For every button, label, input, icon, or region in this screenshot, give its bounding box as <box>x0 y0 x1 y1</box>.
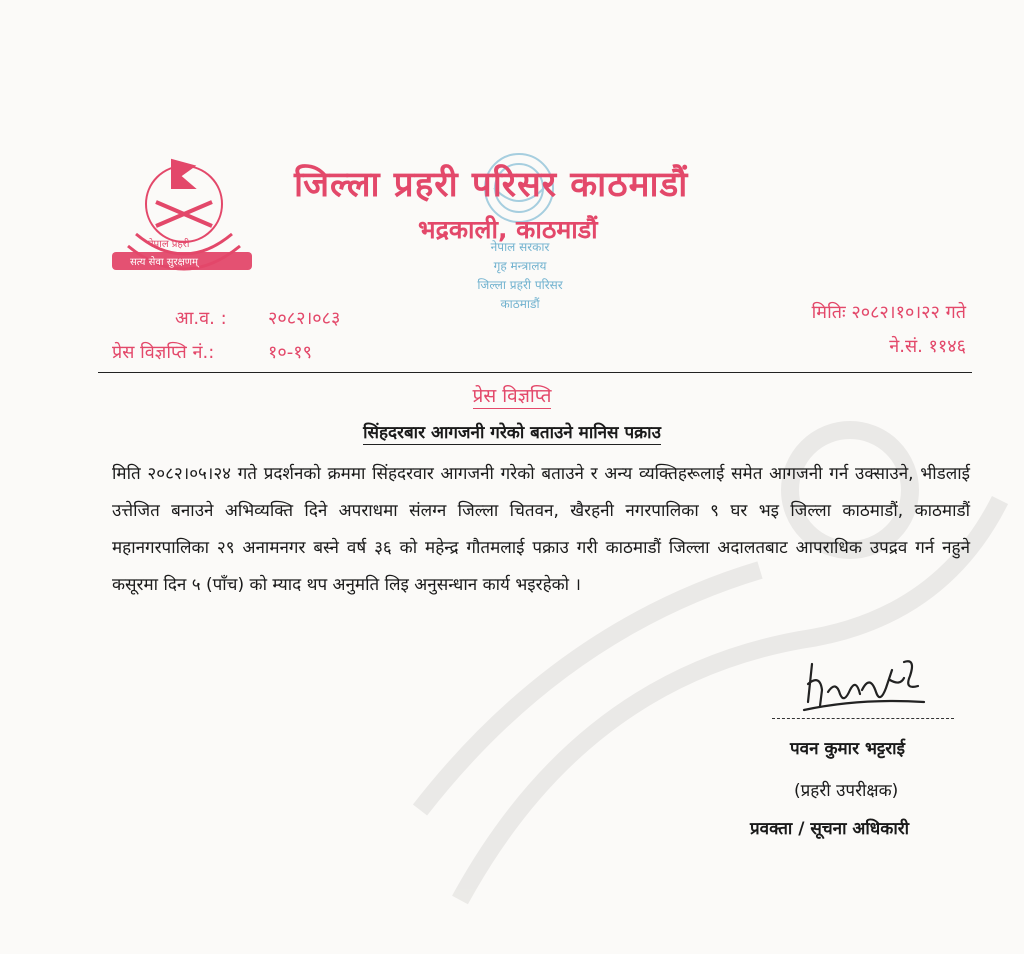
organization-title: जिल्ला प्रहरी परिसर काठमाडौं <box>294 165 689 205</box>
press-number-label: प्रेस विज्ञप्ति नं.: <box>112 342 215 363</box>
organization-address: भद्रकाली, काठमाडौं <box>418 215 598 244</box>
signatory-rank: (प्रहरी उपरीक्षक) <box>794 781 899 801</box>
notice-headline-text: सिंहदरबार आगजनी गरेको बताउने मानिस पक्राउ <box>363 423 661 443</box>
nepal-sambat-date: ने.सं. ११४६ <box>889 336 966 357</box>
notice-body: मिति २०८२।०५।२४ गते प्रदर्शनको क्रममा सिंहदरवार आगजनी गरेको बताउने र अन्य व्यक्तिहरूलाई समेत आगजनी गर्न उक्साउने, भीडलाई उत्तेजित बनाउने अभिव्यक्ति दिने अपराधमा संलग्न जिल्ला चितवन, खैरहनी नगरपालिका ९ घर भइ जिल्ला काठमाडौं, काठमाडौं महानगरपालिका २९ अनामनगर बस्ने वर्ष ३६ को महेन्द्र गौतमलाई पक्राउ गरी काठमाडौं जिल्ला अदालतबाट आपराधिक उपद्रव गर्न नहुने कसूरमा दिन ५ (पाँच) को म्याद थप अनुमति लिइ अनुसन्धान कार्य भइरहेको । <box>112 464 970 595</box>
stamp-line: गृह मन्त्रालय <box>493 259 547 273</box>
notice-title <box>0 382 1024 408</box>
notice-headline <box>0 420 1024 443</box>
stamp-text <box>450 238 590 314</box>
signatory-role: प्रवक्ता / सूचना अधिकारी <box>750 819 910 839</box>
notice-title-text: प्रेस विज्ञप्ति <box>472 385 552 407</box>
stamp-line: जिल्ला प्रहरी परिसर <box>477 278 563 292</box>
stamp-line: काठमाडौं <box>500 297 540 311</box>
fiscal-year-value: २०८२।०८३ <box>268 308 341 329</box>
header-divider <box>98 372 972 373</box>
stamp-line: नेपाल सरकार <box>490 240 550 254</box>
press-number-value: १०-१९ <box>268 342 312 363</box>
signatory-name: पवन कुमार भट्टराई <box>790 739 905 759</box>
logo-label: नेपाल प्रहरी <box>148 239 190 250</box>
issue-date: मितिः २०८२।१०।२२ गते <box>811 302 966 323</box>
signature-line <box>772 718 954 719</box>
fiscal-year-label: आ.व. : <box>175 308 227 329</box>
signature <box>800 650 930 722</box>
logo-motto: सत्य सेवा सुरक्षणम् <box>130 257 198 268</box>
